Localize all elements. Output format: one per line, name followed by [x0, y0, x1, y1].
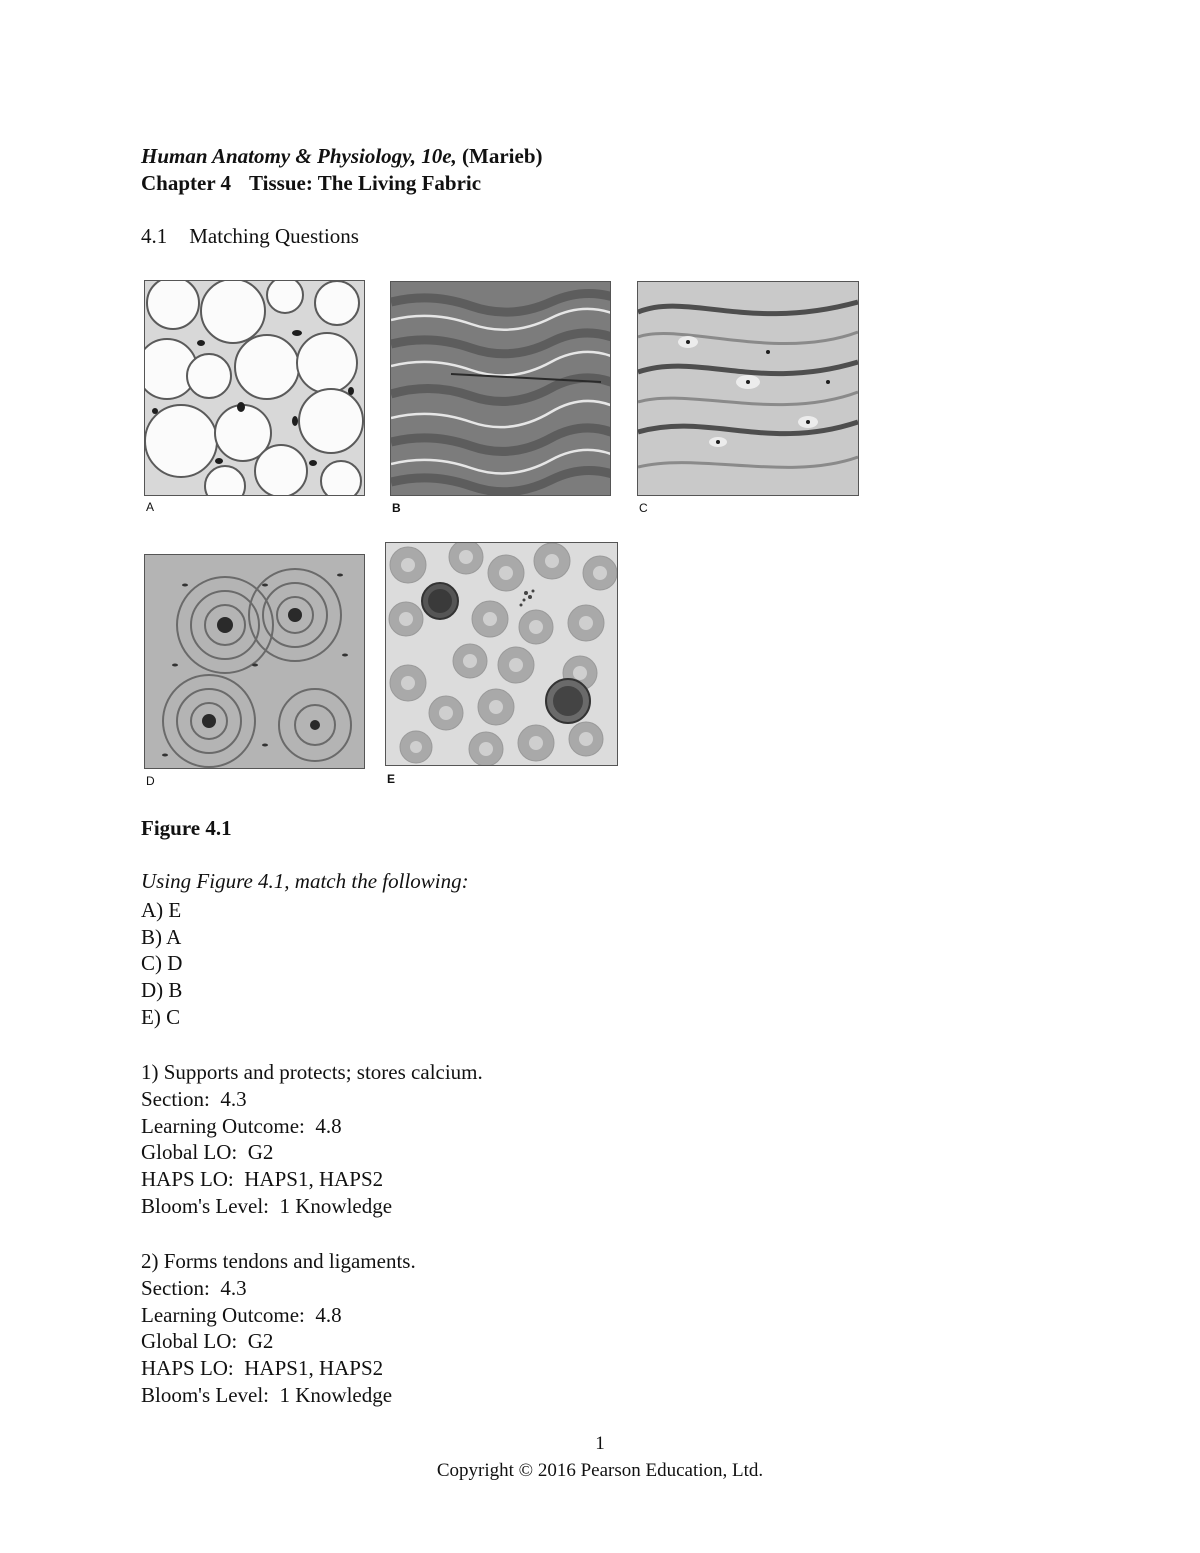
page-number: 1 — [595, 1433, 605, 1454]
panel-label-e: E — [387, 772, 396, 786]
copyright-notice: Copyright © 2016 Pearson Education, Ltd. — [436, 1460, 764, 1481]
question-learning-outcome: Learning Outcome: 4.8 — [141, 1303, 342, 1327]
section-heading — [141, 223, 359, 250]
chapter-label: Chapter 4 — [141, 171, 232, 195]
question-text: 2) Forms tendons and ligaments. — [141, 1249, 416, 1273]
matching-instruction: Using Figure 4.1, match the following: — [141, 869, 469, 893]
answer-option: B) A — [141, 925, 182, 949]
question-learning-outcome: Learning Outcome: 4.8 — [141, 1114, 342, 1138]
answer-option: D) B — [141, 978, 183, 1002]
chapter-title: Tissue: The Living Fabric — [249, 171, 482, 195]
question-section: Section: 4.3 — [141, 1087, 247, 1111]
question-blooms-level: Bloom's Level: 1 Knowledge — [141, 1194, 393, 1218]
dense-irregular-connective-micrograph — [637, 281, 859, 496]
book-title: Human Anatomy & Physiology, 10e, — [141, 144, 457, 168]
panel-label-a: A — [146, 500, 155, 514]
panel-label-d: D — [146, 774, 155, 788]
adipose-tissue-micrograph — [144, 280, 365, 496]
book-author: (Marieb) — [462, 144, 543, 168]
answer-option: A) E — [141, 898, 182, 922]
answer-option: E) C — [141, 1005, 181, 1029]
question-global-lo: Global LO: G2 — [141, 1140, 274, 1164]
book-header — [141, 143, 543, 170]
question-haps-lo: HAPS LO: HAPS1, HAPS2 — [141, 1167, 384, 1191]
panel-label-c: C — [639, 501, 648, 515]
question-haps-lo: HAPS LO: HAPS1, HAPS2 — [141, 1356, 384, 1380]
question-blooms-level: Bloom's Level: 1 Knowledge — [141, 1383, 393, 1407]
dense-regular-connective-micrograph — [390, 281, 611, 496]
chapter-heading — [141, 170, 481, 197]
compact-bone-micrograph — [144, 554, 365, 769]
question-text: 1) Supports and protects; stores calcium. — [141, 1060, 483, 1084]
blood-smear-micrograph — [385, 542, 618, 766]
panel-label-b: B — [392, 501, 401, 515]
section-number: 4.1 — [141, 224, 168, 248]
answer-option: C) D — [141, 951, 183, 975]
question-section: Section: 4.3 — [141, 1276, 247, 1300]
section-title: Matching Questions — [189, 224, 359, 248]
figure-caption: Figure 4.1 — [141, 816, 232, 840]
question-global-lo: Global LO: G2 — [141, 1329, 274, 1353]
